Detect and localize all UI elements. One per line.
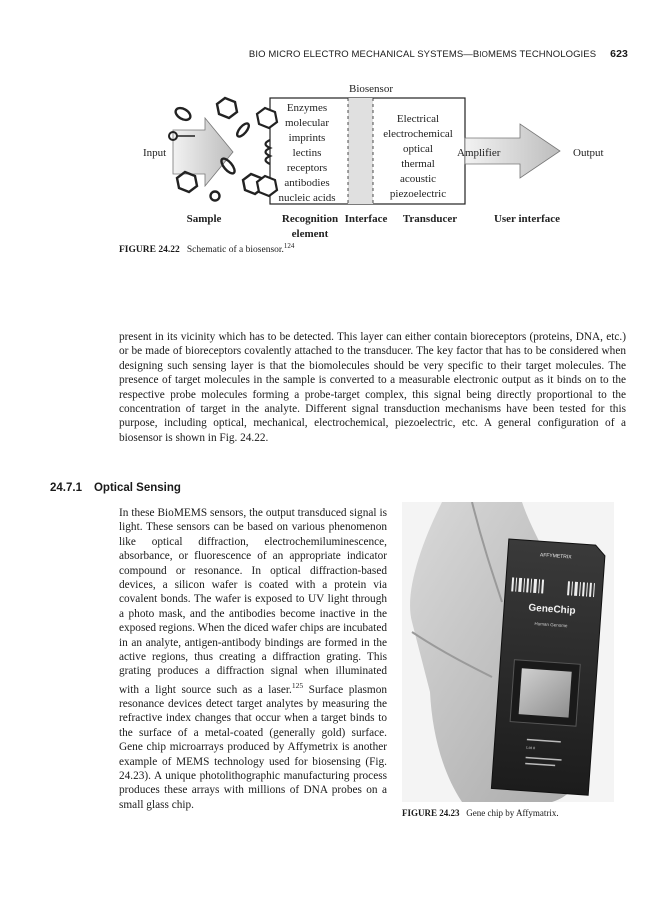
chip-product-text: GeneChip	[528, 602, 576, 617]
caption-label: FIGURE 24.22	[119, 245, 180, 256]
amplifier-label: Amplifier	[457, 147, 501, 159]
sample-stage-label: Sample	[186, 213, 222, 225]
recognition-item: nucleic acids	[278, 192, 336, 204]
recognition-item: antibodies	[284, 177, 330, 189]
molecule-rod	[235, 122, 251, 139]
transducer-item: acoustic	[399, 173, 437, 185]
input-arrow	[173, 118, 233, 186]
biosensor-schematic	[115, 78, 635, 243]
output-label: Output	[573, 147, 604, 159]
page-number: 623	[610, 48, 628, 60]
chip-glass-array	[519, 668, 572, 717]
biosensor-label: Biosensor	[349, 83, 393, 95]
molecule-circle	[211, 192, 220, 201]
section-heading	[50, 482, 193, 494]
input-label: Input	[143, 147, 167, 159]
chip-lot-text: Lot #	[526, 744, 536, 751]
transducer-stage-label: Transducer	[402, 213, 458, 225]
transducer-item: electrochemical	[383, 128, 453, 140]
caption-text: Gene chip by Affymatrix.	[466, 808, 559, 818]
paragraph-text: present in its vicinity which has to be detected. This layer can either contain bioreceptors (proteins, DNA, etc.) or be made of bioreceptors covalently attached to the transducer. The key factor that has to be considered when designing such sensing layer is that the biomolecules should be very specific to their target molecules. The presence of target molecules in the sample is converted to a measurable electronic output as it binds on to the respective probe molecules forming a probe-target complex, this signal being directly proportional to the concentration of target in the analyte. Different signal transduction mechanisms have been tested for this purpose, including optical, mechanical, electrochemical, piezoelectric, etc. A general configuration of a biosensor is shown in Fig. 24.22.	[119, 331, 626, 444]
body-paragraph-2	[119, 506, 387, 812]
stage-labels	[187, 213, 561, 240]
chip-array-text: Human Genome	[534, 621, 568, 629]
body-paragraph-1	[119, 330, 626, 445]
receptor-hexagon	[257, 108, 277, 128]
recognition-item: Enzymes	[286, 102, 328, 114]
figure-24-22-caption	[119, 242, 294, 255]
molecule-ellipse	[174, 106, 193, 123]
gene-chip-photo	[402, 502, 614, 802]
gene-chip-cartridge	[491, 539, 605, 795]
chip-brand-text: AFFYMETRIX	[539, 552, 572, 561]
gene-chip-illustration	[402, 502, 614, 802]
caption-text: Schematic of a biosensor.	[186, 245, 284, 256]
molecule-hexagon	[217, 98, 237, 118]
receptor-zigzag	[266, 140, 271, 164]
figure-24-23-caption	[402, 808, 559, 818]
recognition-item: molecular	[285, 117, 329, 129]
section-number: 24.7.1	[50, 482, 82, 494]
recognition-stage-label: Recognition	[281, 213, 339, 225]
running-title: BIO MICRO ELECTRO MECHANICAL SYSTEMS—BIOMEMS TECHNOLOGIES	[248, 49, 597, 60]
running-header	[0, 48, 628, 60]
recognition-item: lectins	[292, 147, 322, 159]
recognition-item: imprints	[288, 132, 326, 144]
transducer-item: thermal	[401, 158, 435, 170]
user-interface-stage-label: User interface	[493, 213, 561, 225]
element-stage-label: element	[291, 228, 329, 240]
molecule-hexagon	[177, 172, 197, 192]
receptor-hexagon	[257, 176, 277, 196]
caption-label: FIGURE 24.23	[402, 808, 460, 818]
transducer-item: optical	[403, 143, 433, 155]
paragraph-text: In these BioMEMS sensors, the output transduced signal is light. These sensors can be based on various phenomenon like optical diffraction, electrochemiluminescence, absorbance, or fluorescence of an appropriate indicator compound or resonance. In optical diffraction-based devices, a silicon wafer is coated with a protein via covalent bonds. The wafer is exposed to UV light through a photo mask, and the antibodies become inactive in the exposed regions. When the diced wafer chips are incubated in an analyte, antigen-antibody bindings are formed in the active regions, thus creating a diffraction grating. This grating produces a diffraction signal when illuminated with a light source such as a laser.$^{125}$ Surface plasmon resonance devices detect target analytes by measuring the refractive index changes that occur when a target binds to the surface of a metal-coated (generally gold) surface. Gene chip microarrays produced by Affymetrix is another example of MEMS technology used for biosensing (Fig. 24.23). A unique photolithographic manufacturing process produces these arrays with millions of DNA probes on a small glass chip.	[119, 507, 387, 811]
molecule-rod	[219, 157, 237, 176]
interface-band	[348, 98, 373, 204]
interface-stage-label: Interface	[344, 213, 388, 225]
transducer-item: piezoelectric	[389, 188, 447, 200]
citation-ref: 125	[291, 680, 304, 690]
section-title: Optical Sensing	[93, 482, 181, 494]
recognition-item: receptors	[286, 162, 328, 174]
transducer-item: Electrical	[396, 113, 440, 125]
caption-ref: 124	[283, 242, 295, 250]
